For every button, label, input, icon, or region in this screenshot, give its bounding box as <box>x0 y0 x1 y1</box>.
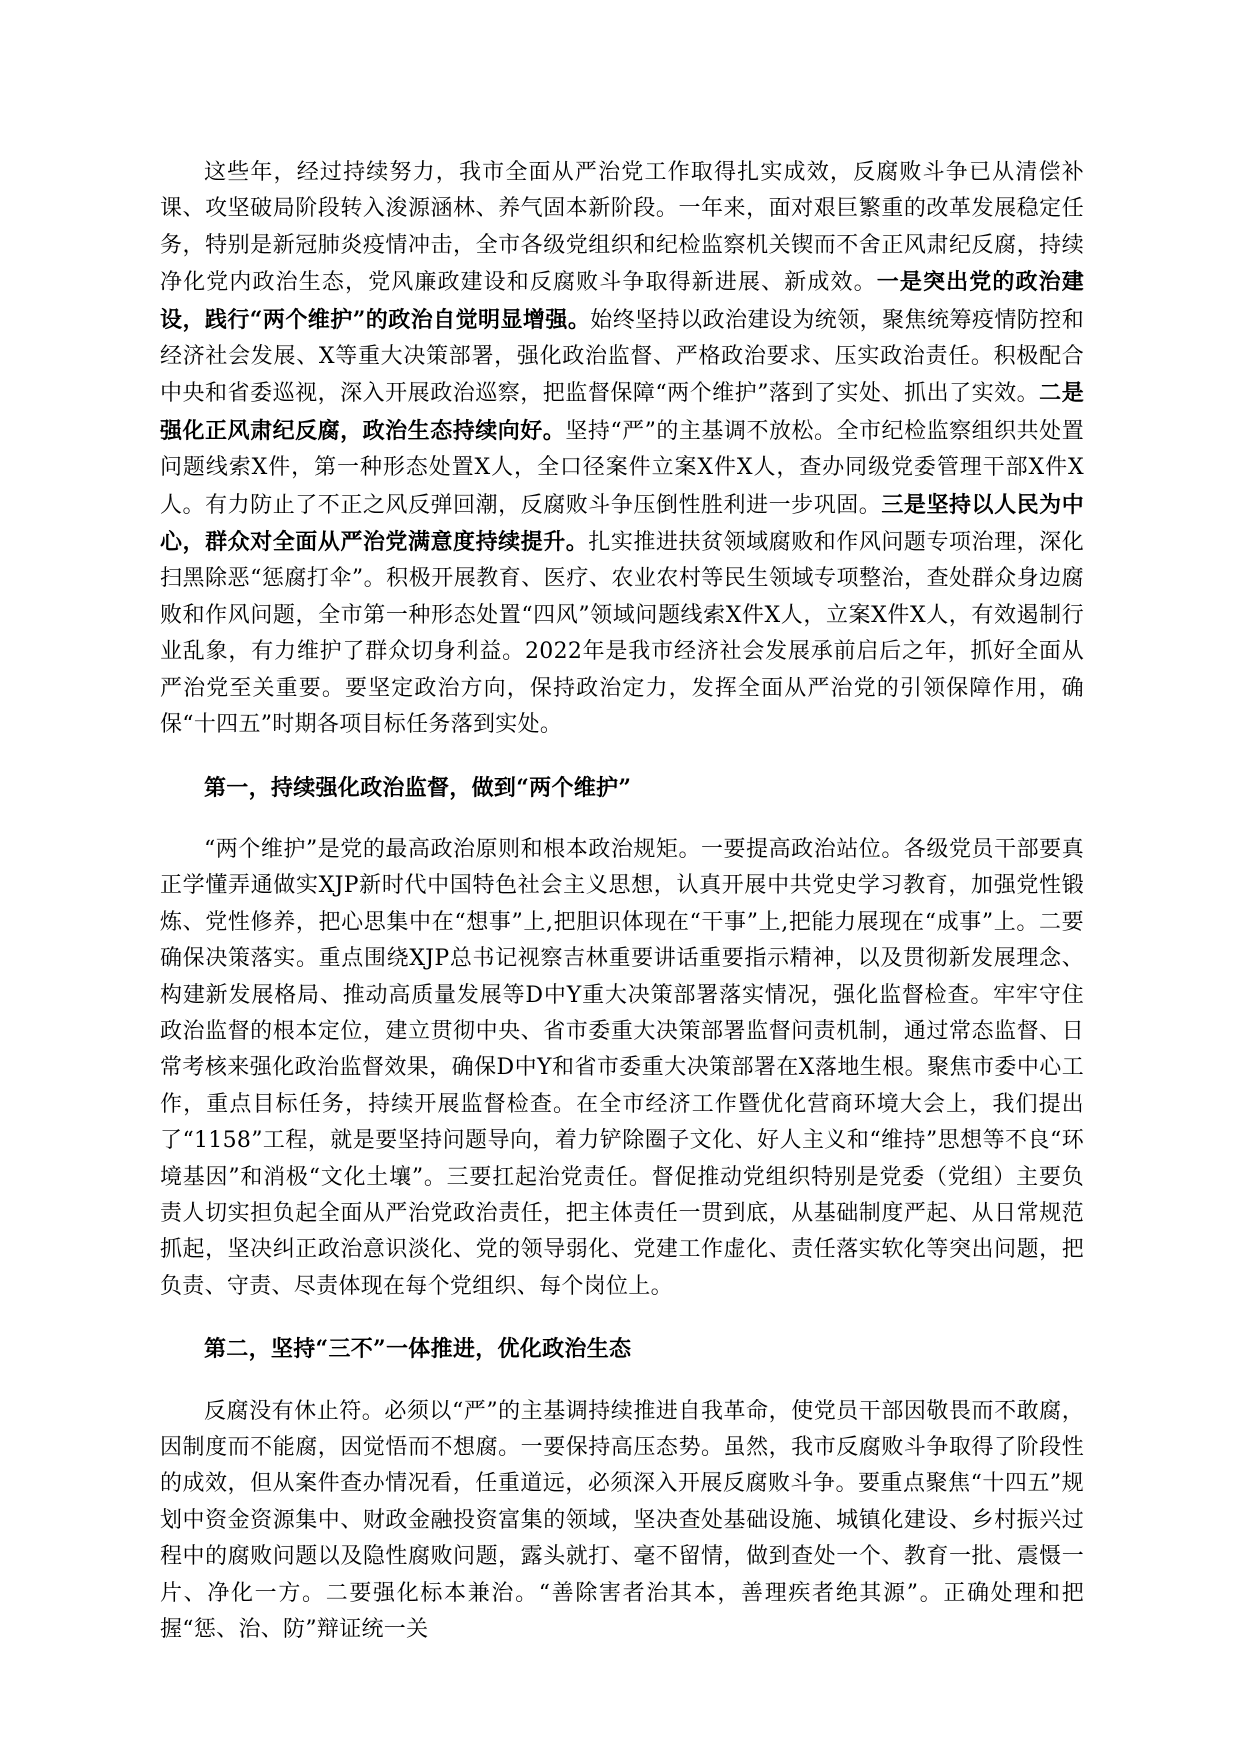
intro-paragraph <box>160 155 1084 744</box>
intro-text-2: 始终坚持以政治建设为统领，聚焦统筹疫情防控和经济社会发展、X等重大决策部署，强化政治监督、严格政治要求、压实政治责任。积极配合中央和省委巡视，深入开展政治巡察，把监督保障“两个维护”落到了实处、抓出了实效。 <box>160 307 1084 407</box>
intro-point-2-bold: 二是强化正风肃纪反腐，政治生态持续向好。 <box>160 380 1084 444</box>
intro-text-3: 坚持“严”的主基调不放松。全市纪检监察组织共处置问题线索X件，第一种形态处置X人，全口径案件立案X件X人，查办同级党委管理干部X件X人。有力防止了不正之风反弹回潮，反腐败斗争压倒性胜利进一步巩固。 <box>160 418 1084 518</box>
intro-text-4: 扎实推进扶贫领域腐败和作风问题专项治理，深化扫黑除恶“惩腐打伞”。积极开展教育、医疗、农业农村等民生领域专项整治，查处群众身边腐败和作风问题，全市第一种形态处置“四风”领域问题线索X件X人，立案X件X人，有效遏制行业乱象，有力维护了群众切身利益。2022年是我市经济社会发展承前启后之年，抓好全面从严治党至关重要。要坚定政治方向，保持政治定力，发挥全面从严治党的引领保障作用，确保“十四五”时期各项目标任务落到实处。 <box>160 530 1084 738</box>
section-2-heading: 第二，坚持“三不”一体推进，优化政治生态 <box>204 1336 632 1363</box>
document-page <box>160 155 1084 1648</box>
section-2-body: 反腐没有休止符。必须以“严”的主基调持续推进自我革命，使党员干部因敬畏而不敢腐，因制度而不能腐，因觉悟而不想腐。一要保持高压态势。虽然，我市反腐败斗争取得了阶段性的成效，但从案件查办情况看，任重道远，必须深入开展反腐败斗争。要重点聚焦“十四五”规划中资金资源集中、财政金融投资富集的领域，坚决查处基础设施、城镇化建设、乡村振兴过程中的腐败问题以及隐性腐败问题，露头就打、毫不留情，做到查处一个、教育一批、震慑一片、净化一方。二要强化标本兼治。“善除害者治其本，善理疾者绝其源”。正确处理和把握“惩、治、防”辩证统一关 <box>160 1398 1084 1643</box>
intro-point-3-bold: 三是坚持以人民为中心，群众对全面从严治党满意度持续提升。 <box>160 491 1084 556</box>
section-1-heading: 第一，持续强化政治监督，做到“两个维护” <box>204 774 632 801</box>
section-1-body: “两个维护”是党的最高政治原则和根本政治规矩。一要提高政治站位。各级党员干部要真正学懂弄通做实XJP新时代中国特色社会主义思想，认真开展中共党史学习教育，加强党性锻炼、党性修养，把心思集中在“想事”上,把胆识体现在“干事”上,把能力展现在“成事”上。二要确保决策落实。重点围绕XJP总书记视察吉林重要讲话重要指示精神，以及贯彻新发展理念、构建新发展格局、推动高质量发展等D中Y重大决策部署落实情况，强化监督检查。牢牢守住政治监督的根本定位，建立贯彻中央、省市委重大决策部署监督问责机制，通过常态监督、日常考核来强化政治监督效果，确保D中Y和省市委重大决策部署在X落地生根。聚焦市委中心工作，重点目标任务，持续开展监督检查。在全市经济工作暨优化营商环境大会上，我们提出了“1158”工程，就是要坚持问题导向，着力铲除圈子文化、好人主义和“维持”思想等不良“环境基因”和消极“文化土壤”。三要扛起治党责任。督促推动党组织特别是党委（党组）主要负责人切实担负起全面从严治党政治责任，把主体责任一贯到底，从基础制度严起、从日常规范抓起，坚决纠正政治意识淡化、党的领导弱化、党建工作虚化、责任落实软化等突出问题，把负责、守责、尽责体现在每个党组织、每个岗位上。 <box>160 836 1084 1299</box>
intro-point-1-bold: 一是突出党的政治建设，践行“两个维护”的政治自觉明显增强。 <box>160 269 1084 333</box>
intro-text-1: 这些年，经过持续努力，我市全面从严治党工作取得扎实成效，反腐败斗争已从清偿补课、攻坚破局阶段转入浚源涵林、养气固本新阶段。一年来，面对艰巨繁重的改革发展稳定任务，特别是新冠肺炎疫情冲击，全市各级党组织和纪检监察机关锲而不舍正风肃纪反腐，持续净化党内政治生态，党风廉政建设和反腐败斗争取得新进展、新成效。 <box>160 160 1084 296</box>
